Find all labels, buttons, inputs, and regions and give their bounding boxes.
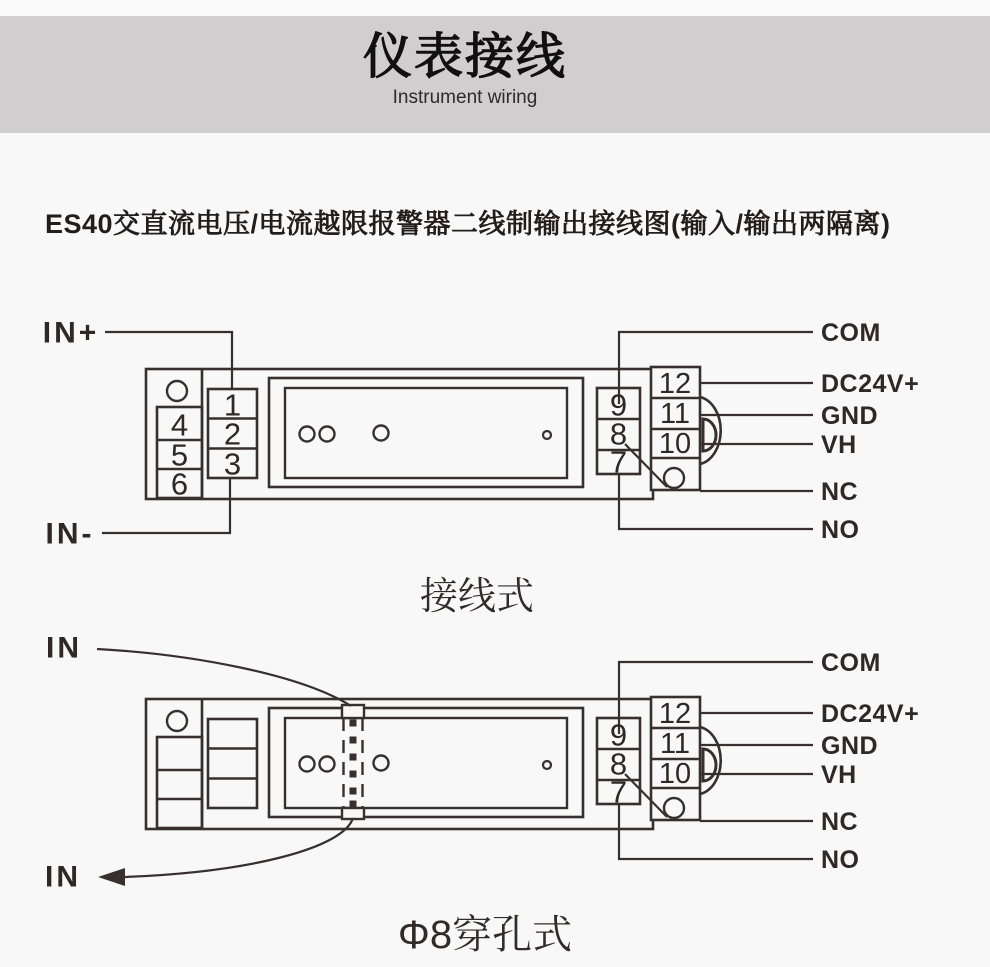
label-nc: NC xyxy=(821,808,859,836)
terminal-9-label: 9 xyxy=(609,717,628,753)
wire-in-top xyxy=(97,649,351,706)
hole-bottom-cap xyxy=(342,808,364,819)
terminal-10-label: 10 xyxy=(658,758,692,790)
label-no: NO xyxy=(821,516,860,544)
terminal-7-label: 7 xyxy=(609,444,628,480)
top-strip xyxy=(0,0,990,16)
input-wires-wired xyxy=(102,332,232,533)
terminal-11-label: 11 xyxy=(659,728,691,760)
terminal-7-label: 7 xyxy=(609,774,628,810)
terminal-9-label: 9 xyxy=(609,387,628,423)
label-in-bottom: IN xyxy=(45,860,81,894)
label-gnd: GND xyxy=(821,732,879,760)
label-in-top: IN xyxy=(46,631,82,665)
terminal-3-label: 3 xyxy=(223,446,242,482)
terminal-1-label: 1 xyxy=(223,387,242,423)
wire-in-minus xyxy=(102,479,230,533)
terminal-2-label: 2 xyxy=(223,416,242,452)
wire-in-plus xyxy=(105,332,232,388)
hole-top-cap xyxy=(342,705,364,718)
page-title: 仪表接线 xyxy=(362,30,567,84)
hole-center-dots xyxy=(350,720,357,808)
label-com: COM xyxy=(821,649,881,677)
wire-no xyxy=(619,474,813,529)
device-body-hole xyxy=(146,697,721,829)
arrowhead-in xyxy=(98,868,125,886)
terminal-8-label: 8 xyxy=(609,416,628,452)
label-vh: VH xyxy=(821,431,857,459)
caption-through-hole: Φ8穿孔式 xyxy=(397,913,573,957)
terminal-12-label: 12 xyxy=(658,698,692,730)
diagram-wired xyxy=(0,300,990,563)
terminal-5-label: 5 xyxy=(170,437,189,473)
label-vh: VH xyxy=(821,761,857,789)
connector-d-shape xyxy=(703,419,716,451)
label-in-minus: IN- xyxy=(45,517,95,551)
wire-no xyxy=(619,804,813,859)
section-title: ES40交直流电压/电流越限报警器二线制输出接线图(输入/输出两隔离) xyxy=(45,209,891,239)
through-hole-channel xyxy=(342,705,364,819)
terminal-12-label: 12 xyxy=(658,368,692,400)
terminal-10-label: 10 xyxy=(658,428,692,460)
label-com: COM xyxy=(821,319,881,347)
label-no: NO xyxy=(821,846,860,874)
terminal-8-label: 8 xyxy=(609,746,628,782)
header-banner xyxy=(0,16,990,133)
terminal-6-label: 6 xyxy=(170,466,189,502)
label-gnd: GND xyxy=(821,402,879,430)
caption-wired: 接线式 xyxy=(419,576,534,618)
page-subtitle: Instrument wiring xyxy=(392,87,538,108)
connector-d-shape xyxy=(703,749,716,781)
label-nc: NC xyxy=(821,478,859,506)
terminal-4-label: 4 xyxy=(170,407,189,443)
diagram-through-hole xyxy=(0,625,990,897)
terminal-11-label: 11 xyxy=(659,398,691,430)
label-dc24v: DC24V+ xyxy=(821,700,920,728)
label-in-plus: IN+ xyxy=(42,316,100,350)
label-dc24v: DC24V+ xyxy=(821,370,920,398)
